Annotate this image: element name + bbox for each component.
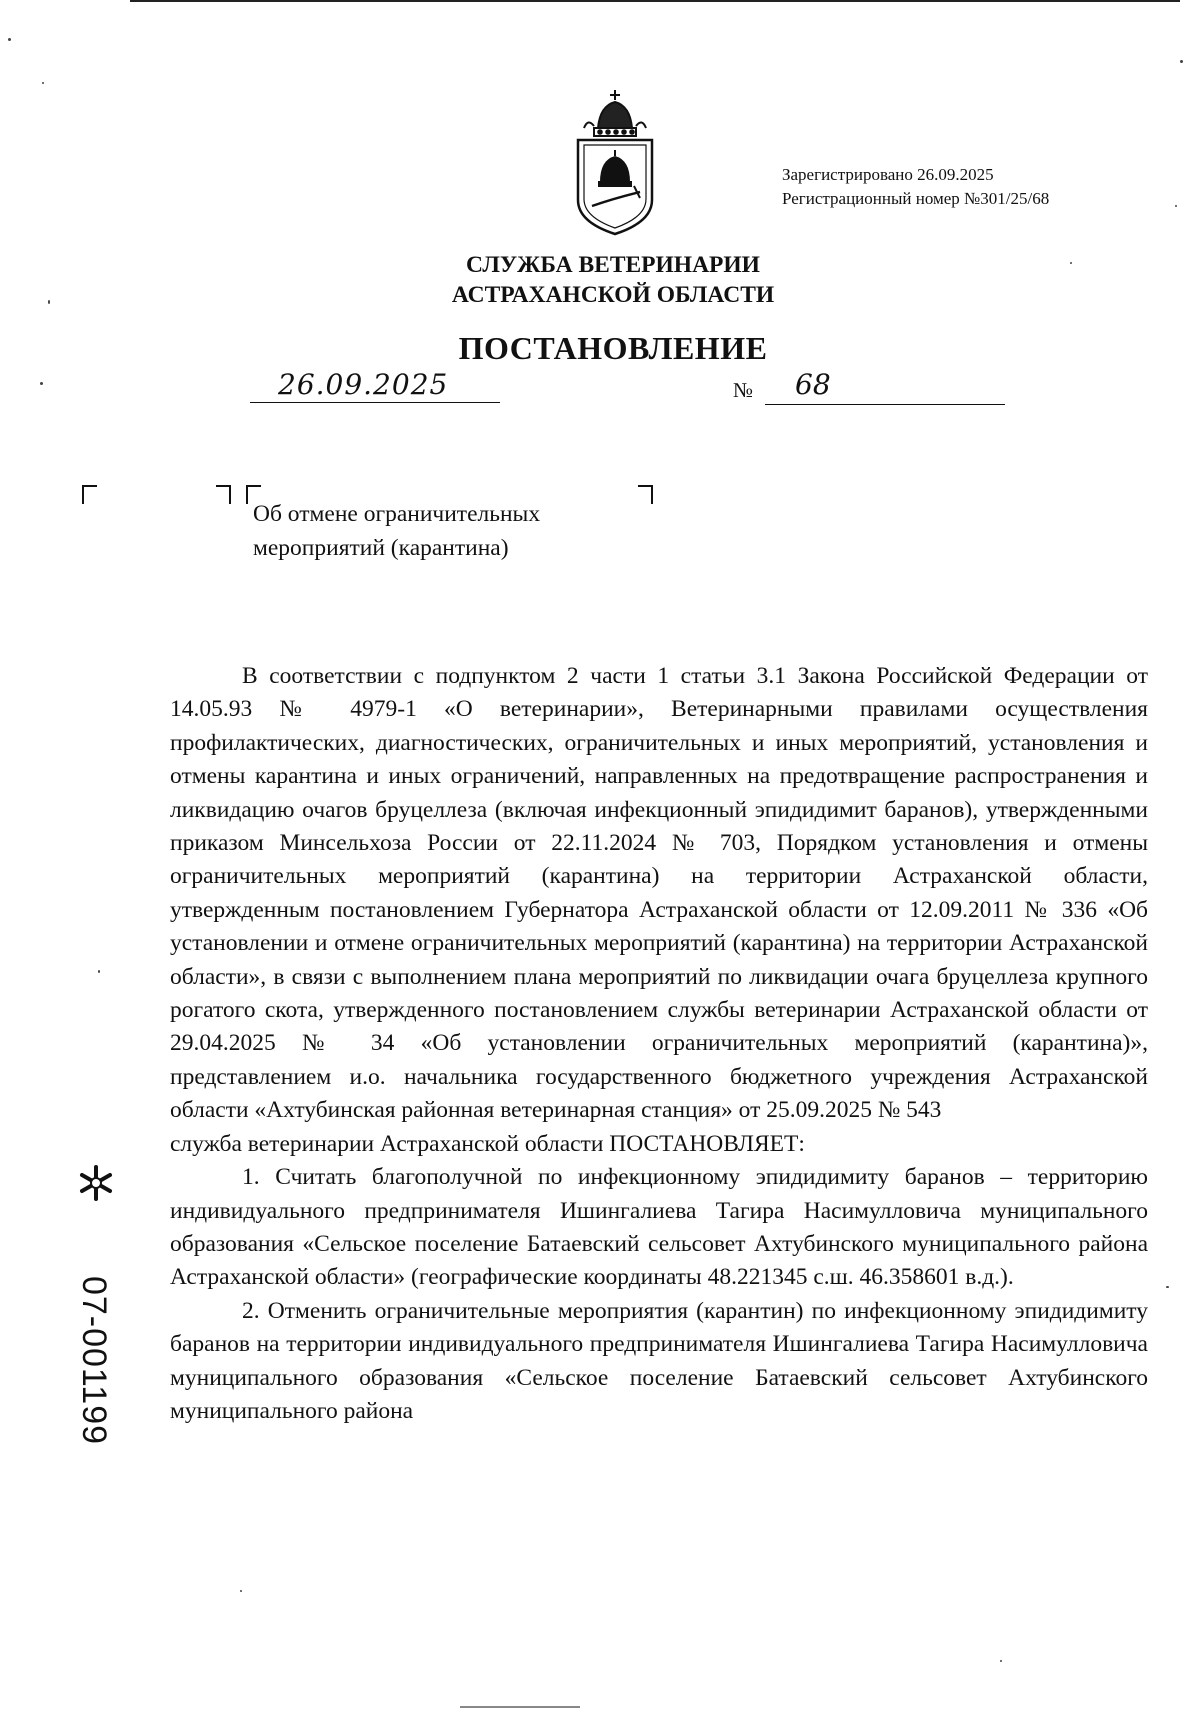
bracket-corner-right <box>216 485 231 504</box>
scan-speck <box>1175 205 1177 207</box>
registration-date: Зарегистрировано 26.09.2025 <box>782 165 994 184</box>
top-border-line <box>130 0 1180 2</box>
resolves-line: служба ветеринарии Астраханской области ПОСТАНОВЛЯЕТ: <box>170 1130 805 1157</box>
number-label: № <box>733 378 754 402</box>
subject-line-1: Об отмене ограничительных <box>253 501 541 527</box>
scan-speck <box>42 82 44 84</box>
organization-line-2: АСТРАХАНСКОЙ ОБЛАСТИ <box>451 282 775 308</box>
scan-speck <box>8 38 11 41</box>
registration-stamp <box>782 163 1049 211</box>
scan-speck <box>1180 60 1183 63</box>
scan-speck <box>48 300 50 304</box>
scan-bottom-edge <box>460 1706 580 1708</box>
scan-speck <box>1000 1660 1002 1662</box>
registration-number: Регистрационный номер №301/25/68 <box>782 189 1050 208</box>
resolution-item-1: 1. Считать благополучной по инфекционному эпидидимиту баранов – территорию индивидуального предпринимателя Ишингалиева Тагира Насимулловича муниципального образования «Сельское поселение Батаевский сельсовет Ахтубинского муниципального района Астраханской области» (географические координаты 48.221345 с.ш. 46.358601 в.д.). <box>170 1164 1148 1291</box>
coat-of-arms-emblem <box>570 88 660 236</box>
number-underline <box>765 404 1005 405</box>
scan-speck <box>40 382 43 385</box>
side-stamp-number: 07-001199 <box>75 1275 113 1446</box>
document-subject <box>253 497 540 565</box>
document-body <box>170 660 1148 1428</box>
organization-name <box>0 250 1200 310</box>
side-registration-stamp <box>75 1263 113 1458</box>
scan-speck <box>98 970 100 973</box>
resolution-item-2: 2. Отменить ограничительные мероприятия (карантин) по инфекционному эпидидимиту баранов на территории индивидуального предпринимателя Ишингалиева Тагира Насимулловича муниципального образования «Сельское поселение Батаевский сельсовет Ахтубинского муниципального района <box>170 1297 1148 1424</box>
bracket-corner-left <box>82 485 97 504</box>
asterisk-icon <box>76 1163 116 1203</box>
handwritten-number: 68 <box>795 368 831 401</box>
scan-speck <box>1070 262 1072 264</box>
document-type-title: ПОСТАНОВЛЕНИЕ <box>458 330 768 366</box>
scan-speck <box>1166 1286 1169 1288</box>
scan-speck <box>240 1590 242 1592</box>
subject-line-2: мероприятий (карантина) <box>253 535 509 561</box>
date-underline <box>250 402 500 403</box>
preamble-paragraph: В соответствии с подпунктом 2 части 1 статьи 3.1 Закона Российской Федерации от 14.05.93 № 4979-1 «О ветеринарии», Ветеринарными правилами осуществления профилактических, диагностических, ограничительных и иных мероприятий, установления и отмены карантина и иных ограничений, направленных на предотвращение распространения и ликвидацию очагов бруцеллеза (включая инфекционный эпидидимит баранов), утвержденными приказом Минсельхоза России от 22.11.2024 № 703, Порядком установления и отмены ограничительных мероприятий (карантина) на территории Астраханской области, утвержденным постановлением Губернатора Астраханской области от 12.09.2011 № 336 «Об установлении и отмене ограничительных мероприятий (карантина) на территории Астраханской области», в связи с выполнением плана мероприятий по ликвидации очага бруцеллеза крупного рогатого скота, утвержденного постановлением службы ветеринарии Астраханской области от 29.04.2025 № 34 «Об установлении ограничительных мероприятий (карантина)», представлением и.о. начальника государственного бюджетного учреждения Астраханской области «Ахтубинская районная ветеринарная станция» от 25.09.2025 № 543 <box>170 663 1148 1124</box>
organization-line-1: СЛУЖБА ВЕТЕРИНАРИИ <box>466 252 760 278</box>
handwritten-date: 26.09.2025 <box>278 368 449 401</box>
subject-bracket-right <box>638 485 653 504</box>
